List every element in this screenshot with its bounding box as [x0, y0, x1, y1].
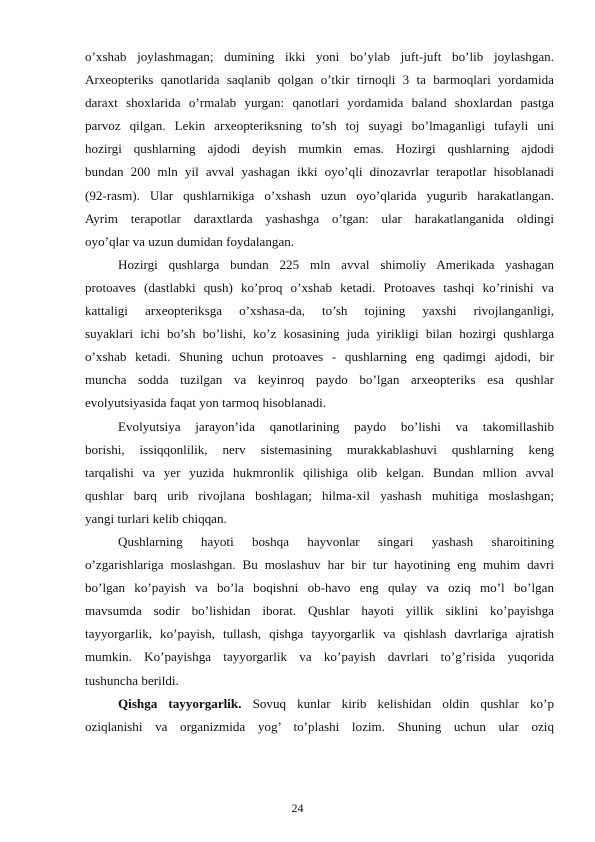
text-line: Arxeopteriks qanotlarida saqlanib qolgan o’tkir tirnoqli 3 ta barmoqlari yordamida: [85, 72, 554, 88]
text-line: oziqlanishi va organizmida yog’ to’plashi lozim. Shuning uchun ular oziq: [85, 718, 554, 734]
text-line: evolyutsiyasida faqat yon tarmoq hisoblanadi.: [85, 395, 327, 411]
text-line: suyaklari ichi bo’sh bo’lishi, ko’z kosasining juda yirikligi bilan hozirgi qushlarga: [85, 326, 554, 342]
text-line: Evolyutsiya jarayon’ida qanotlarining paydo bo’lishi va takomillashib: [118, 418, 554, 434]
page-number: 24: [291, 801, 304, 815]
text-line: oyo’qlar va uzun dumidan foydalangan.: [85, 233, 295, 249]
text-line: [85, 692, 554, 715]
text-line: Ayrim terapotlar daraxtlarda yashashga o’tgan: ular harakatlanganida oldingi: [85, 210, 554, 226]
text-line: o’zgarishlariga moslashgan. Bu moslashuv har bir tur hayotining eng muhim davri: [85, 557, 554, 573]
text-line: o’xshab joylashmagan; dumining ikki yoni bo’ylab juft-juft bo’lib joylashgan.: [85, 49, 554, 64]
text-line: hozirgi qushlarning ajdodi deyish mumkin emas. Hozirgi qushlarning ajdodi: [85, 141, 554, 157]
text-line: mavsumda sodir bo’lishidan iborat. Qushlar hayoti yillik siklini ko’payishga: [85, 603, 554, 619]
text-line: daraxt shoxlarida o’rmalab yurgan: qanotlari yordamida baland shoxlardan pastga: [85, 95, 554, 111]
text-line: bo’lgan ko’payish va bo’la boqishni ob-havo eng qulay va oziq mo’l bo’lgan: [85, 580, 554, 596]
text-line: mumkin. Ko’payishga tayyorgarlik va ko’payish davrlari to’g’risida yuqorida: [85, 649, 554, 665]
text-line: tarqalishi va yer yuzida hukmronlik qilishiga olib kelgan. Bundan mllion avval: [85, 464, 554, 480]
text-line: tushuncha berildi.: [85, 672, 179, 688]
text-line: (92-rasm). Ular qushlarnikiga o’xshash uzun oyo’qlarida yugurib harakatlangan.: [85, 187, 554, 203]
text-line: muncha sodda tuzilgan va keyinroq paydo bo’lgan arxeopteriks esa qushlar: [85, 372, 554, 388]
text-line: borishi, issiqqonlilik, nerv sistemasining murakkablashuvi qushlarning keng: [85, 441, 554, 457]
text-line: o’xshab ketadi. Shuning uchun protoaves - qushlarning eng qadimgi ajdodi, bir: [85, 349, 554, 365]
text-line: Hozirgi qushlarga bundan 225 mln avval shimoliy Amerikada yashagan: [118, 256, 554, 272]
text-line: Qushlarning hayoti boshqa hayvonlar singari yashash sharoitining: [118, 533, 554, 549]
text-line: qushlar barq urib rivojlana boshlagan; hilma-xil yashash muhitiga moslashgan;: [85, 487, 554, 503]
text-line: kattaligi arxeopteriksga o’xshasa-da, to’sh tojining yaxshi rivojlanganligi,: [85, 303, 554, 319]
text-line: parvoz qilgan. Lekin arxeopteriksning to’sh toj suyagi bo’lmaganligi tufayli uni: [85, 118, 554, 134]
bold-lead: Qishga tayyorgarlik.: [118, 695, 242, 711]
text-line: bundan 200 mln yil avval yashagan ikki oyo’qli dinozavrlar terapotlar hisoblanadi: [85, 164, 554, 180]
text-line: yangi turlari kelib chiqqan.: [85, 510, 227, 526]
text-line: protoaves (dastlabki qush) ko’proq o’xshab ketadi. Protoaves tashqi ko’rinishi va: [85, 279, 554, 295]
body-text: [85, 45, 554, 738]
text-line: tayyorgarlik, ko’payish, tullash, qishga tayyorgarlik va qishlash davrlariga ajratish: [85, 626, 554, 642]
text-run: Sovuq kunlar kirib kelishidan oldin qushlar ko’p: [252, 695, 555, 711]
